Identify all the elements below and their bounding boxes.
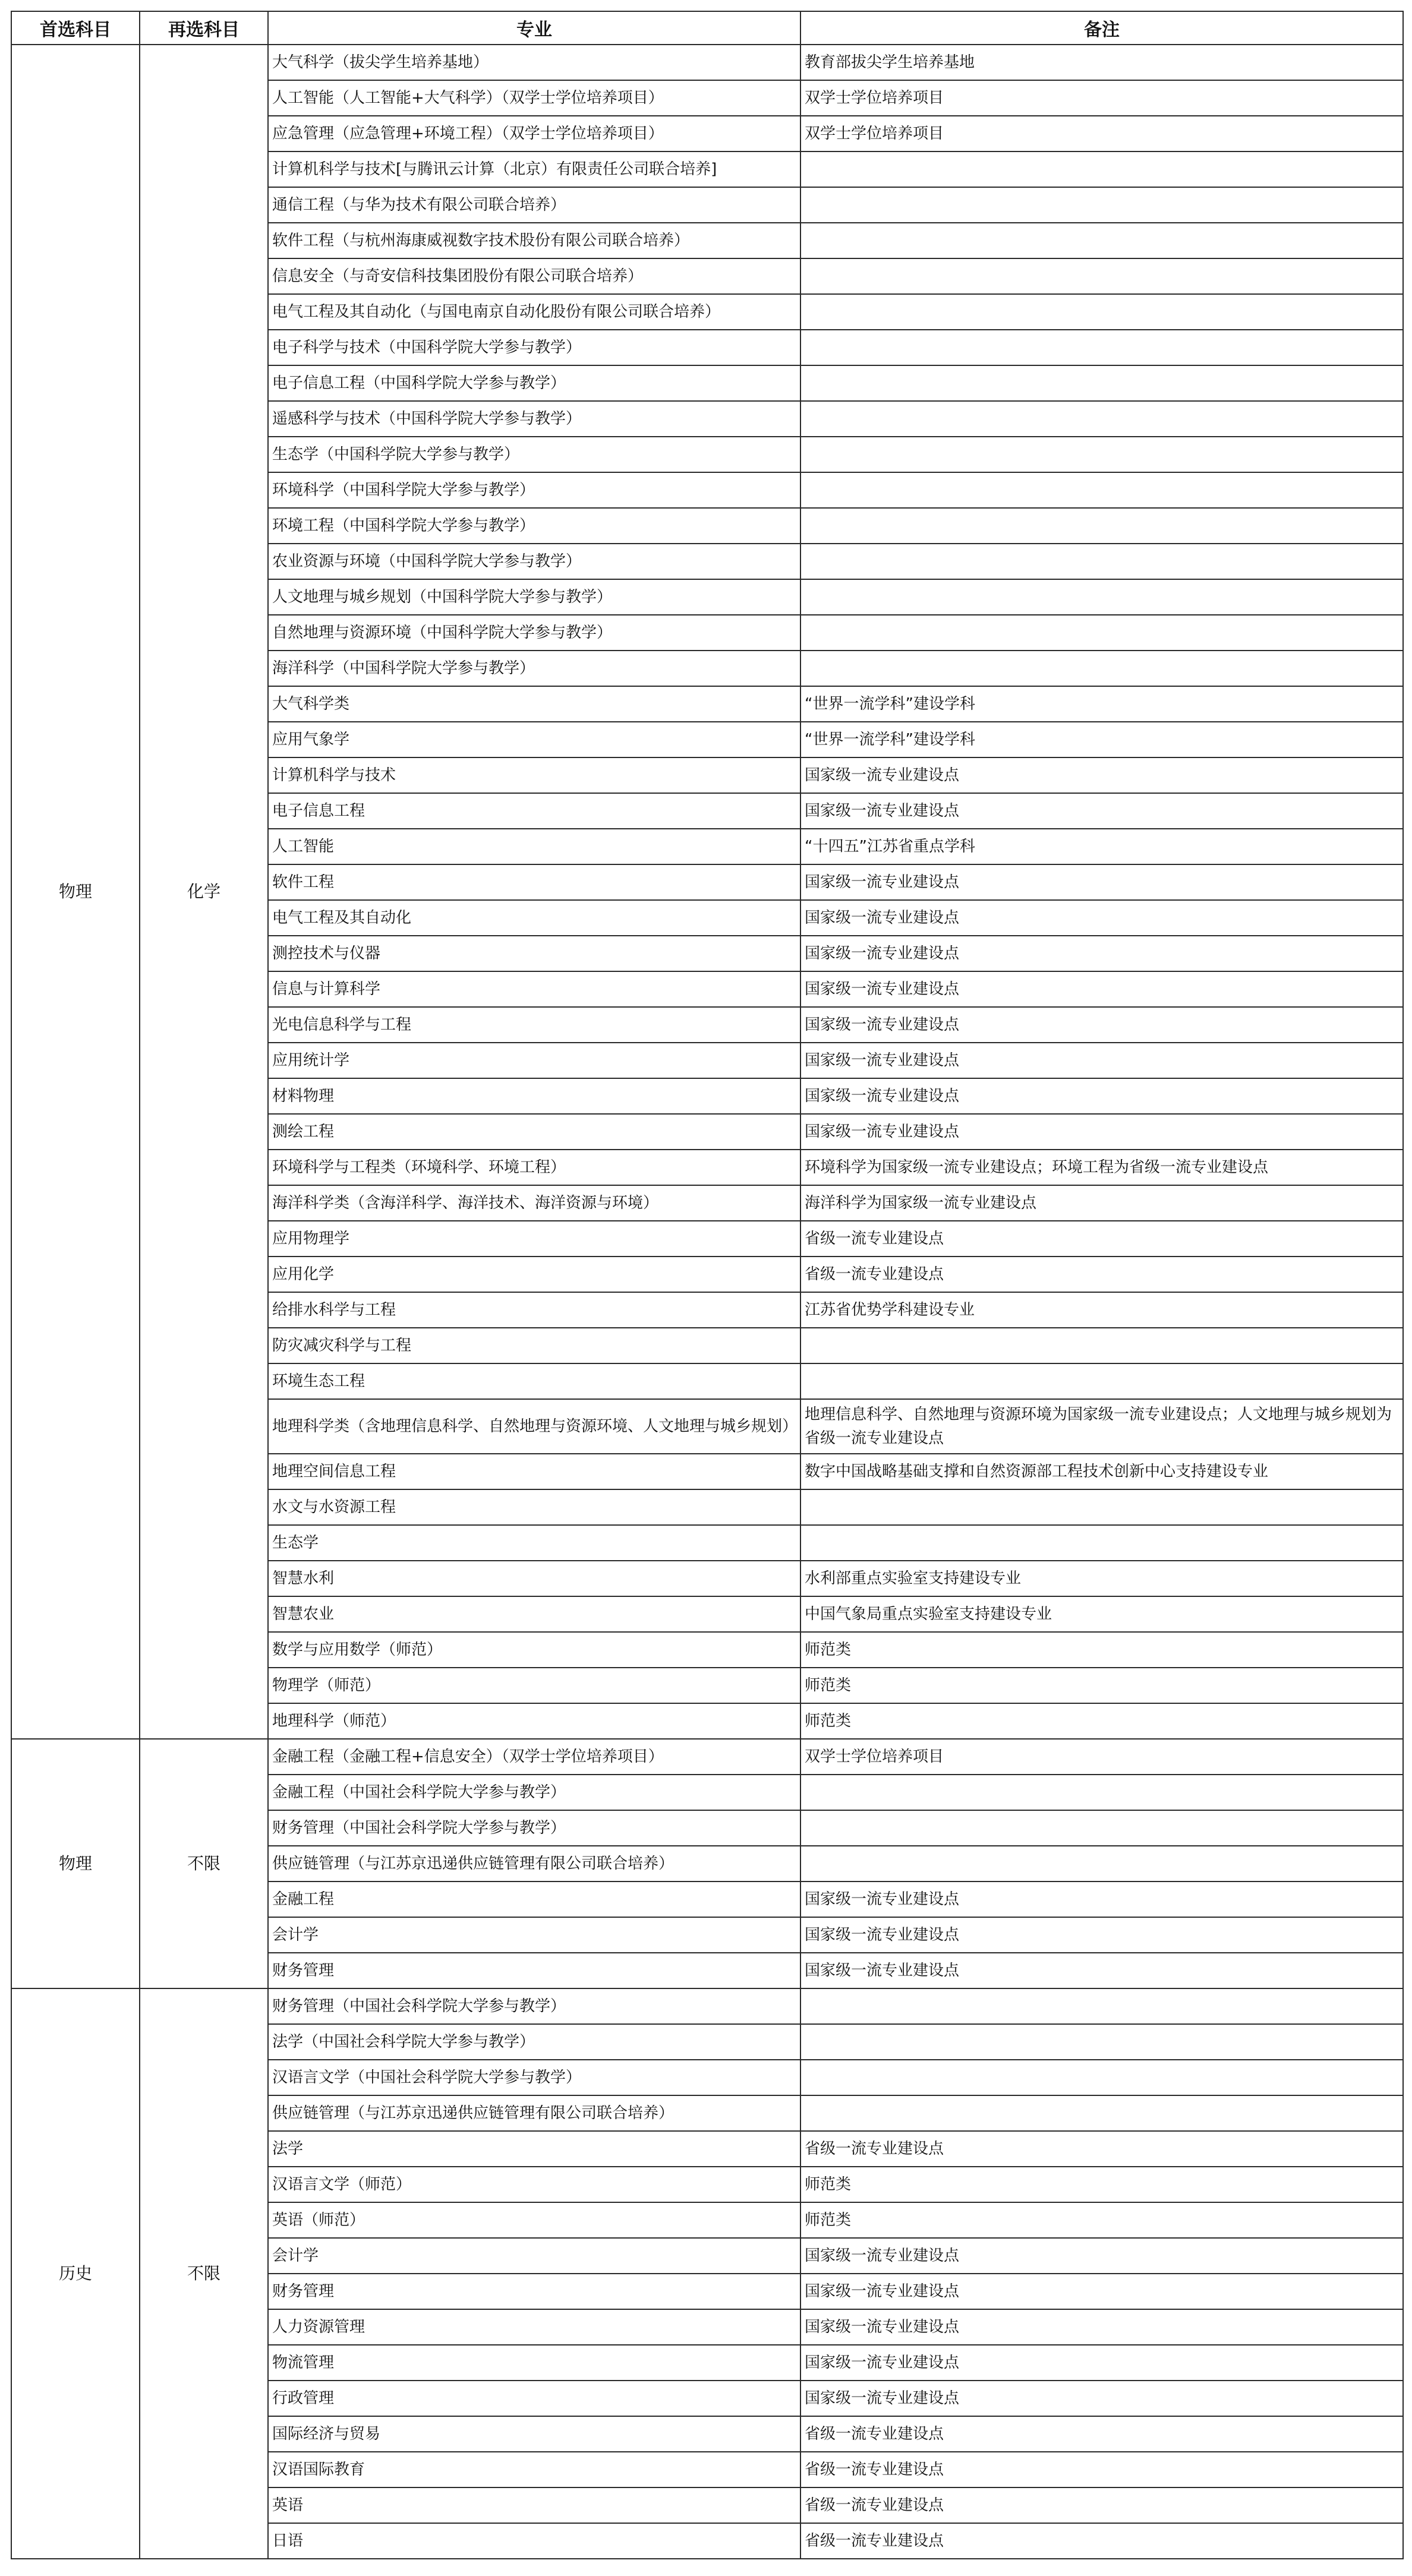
note-cell: 环境科学为国家级一流专业建设点；环境工程为省级一流专业建设点 [800, 1150, 1403, 1185]
major-cell: 水文与水资源工程 [268, 1489, 800, 1525]
major-cell: 智慧农业 [268, 1596, 800, 1632]
header-second-subject: 再选科目 [140, 11, 268, 45]
major-cell: 计算机科学与技术 [268, 757, 800, 793]
header-major: 专业 [268, 11, 800, 45]
note-cell: 双学士学位培养项目 [800, 80, 1403, 116]
note-cell [800, 258, 1403, 294]
note-cell [800, 437, 1403, 472]
note-cell: 国家级一流专业建设点 [800, 936, 1403, 971]
note-cell: “十四五”江苏省重点学科 [800, 829, 1403, 864]
major-cell: 电子信息工程 [268, 793, 800, 829]
major-cell: 物流管理 [268, 2345, 800, 2381]
table-body [11, 45, 1403, 2559]
major-cell: 财务管理 [268, 2274, 800, 2309]
major-cell: 大气科学（拔尖学生培养基地） [268, 45, 800, 80]
second-subject-cell: 化学 [140, 45, 268, 1739]
note-cell [800, 365, 1403, 401]
note-cell [800, 2095, 1403, 2131]
note-cell [800, 615, 1403, 651]
note-cell [800, 294, 1403, 330]
note-cell: 国家级一流专业建设点 [800, 971, 1403, 1007]
major-cell: 电气工程及其自动化（与国电南京自动化股份有限公司联合培养） [268, 294, 800, 330]
note-cell [800, 472, 1403, 508]
note-cell: 水利部重点实验室支持建设专业 [800, 1561, 1403, 1596]
major-cell: 环境工程（中国科学院大学参与教学） [268, 508, 800, 544]
note-cell [800, 544, 1403, 579]
note-cell: 国家级一流专业建设点 [800, 864, 1403, 900]
note-cell [800, 579, 1403, 615]
note-cell: 海洋科学为国家级一流专业建设点 [800, 1185, 1403, 1221]
note-cell: 双学士学位培养项目 [800, 1739, 1403, 1775]
note-cell: 师范类 [800, 1703, 1403, 1739]
major-cell: 环境科学（中国科学院大学参与教学） [268, 472, 800, 508]
note-cell: 省级一流专业建设点 [800, 2523, 1403, 2559]
major-cell: 大气科学类 [268, 686, 800, 722]
major-cell: 电气工程及其自动化 [268, 900, 800, 936]
note-cell: 国家级一流专业建设点 [800, 1953, 1403, 1988]
note-cell [800, 1846, 1403, 1882]
major-cell: 软件工程（与杭州海康威视数字技术股份有限公司联合培养） [268, 223, 800, 258]
note-cell: 国家级一流专业建设点 [800, 793, 1403, 829]
major-cell: 人文地理与城乡规划（中国科学院大学参与教学） [268, 579, 800, 615]
major-cell: 通信工程（与华为技术有限公司联合培养） [268, 187, 800, 223]
major-cell: 财务管理（中国社会科学院大学参与教学） [268, 1810, 800, 1846]
note-cell: 地理信息科学、自然地理与资源环境为国家级一流专业建设点；人文地理与城乡规划为省级一流专业建设点 [800, 1399, 1403, 1454]
table-row [11, 45, 1403, 80]
note-cell [800, 651, 1403, 686]
major-cell: 生态学（中国科学院大学参与教学） [268, 437, 800, 472]
major-cell: 汉语言文学（师范） [268, 2167, 800, 2202]
note-cell: 数字中国战略基础支撑和自然资源部工程技术创新中心支持建设专业 [800, 1454, 1403, 1489]
header-first-subject: 首选科目 [11, 11, 140, 45]
note-cell: 省级一流专业建设点 [800, 2131, 1403, 2167]
note-cell [800, 330, 1403, 365]
header-note: 备注 [800, 11, 1403, 45]
major-cell: 应用化学 [268, 1257, 800, 1292]
note-cell: 国家级一流专业建设点 [800, 757, 1403, 793]
major-cell: 自然地理与资源环境（中国科学院大学参与教学） [268, 615, 800, 651]
major-cell: 英语（师范） [268, 2202, 800, 2238]
major-cell: 测绘工程 [268, 1114, 800, 1150]
major-cell: 行政管理 [268, 2381, 800, 2416]
note-cell: 国家级一流专业建设点 [800, 2345, 1403, 2381]
major-cell: 财务管理 [268, 1953, 800, 1988]
major-cell: 遥感科学与技术（中国科学院大学参与教学） [268, 401, 800, 437]
major-cell: 防灾减灾科学与工程 [268, 1328, 800, 1363]
major-cell: 应用统计学 [268, 1043, 800, 1078]
note-cell: 师范类 [800, 1632, 1403, 1668]
header-row [11, 11, 1403, 45]
note-cell: 国家级一流专业建设点 [800, 2274, 1403, 2309]
major-cell: 海洋科学类（含海洋科学、海洋技术、海洋资源与环境） [268, 1185, 800, 1221]
major-cell: 海洋科学（中国科学院大学参与教学） [268, 651, 800, 686]
note-cell: 省级一流专业建设点 [800, 2487, 1403, 2523]
major-cell: 金融工程（中国社会科学院大学参与教学） [268, 1775, 800, 1810]
major-cell: 环境生态工程 [268, 1363, 800, 1399]
major-cell: 环境科学与工程类（环境科学、环境工程） [268, 1150, 800, 1185]
major-cell: 金融工程 [268, 1882, 800, 1917]
major-cell: 汉语国际教育 [268, 2452, 800, 2487]
note-cell: 国家级一流专业建设点 [800, 1007, 1403, 1043]
major-cell: 国际经济与贸易 [268, 2416, 800, 2452]
major-cell: 人工智能（人工智能+大气科学）（双学士学位培养项目） [268, 80, 800, 116]
major-cell: 人力资源管理 [268, 2309, 800, 2345]
note-cell [800, 1489, 1403, 1525]
major-cell: 给排水科学与工程 [268, 1292, 800, 1328]
note-cell: 双学士学位培养项目 [800, 116, 1403, 151]
major-cell: 地理科学（师范） [268, 1703, 800, 1739]
major-cell: 软件工程 [268, 864, 800, 900]
major-cell: 智慧水利 [268, 1561, 800, 1596]
major-cell: 汉语言文学（中国社会科学院大学参与教学） [268, 2060, 800, 2095]
note-cell: 国家级一流专业建设点 [800, 1882, 1403, 1917]
note-cell: “世界一流学科”建设学科 [800, 722, 1403, 757]
major-cell: 供应链管理（与江苏京迅递供应链管理有限公司联合培养） [268, 2095, 800, 2131]
major-cell: 物理学（师范） [268, 1668, 800, 1703]
note-cell [800, 508, 1403, 544]
major-cell: 财务管理（中国社会科学院大学参与教学） [268, 1988, 800, 2024]
major-cell: 光电信息科学与工程 [268, 1007, 800, 1043]
major-cell: 材料物理 [268, 1078, 800, 1114]
note-cell: 国家级一流专业建设点 [800, 1043, 1403, 1078]
note-cell: 国家级一流专业建设点 [800, 2238, 1403, 2274]
major-cell: 法学（中国社会科学院大学参与教学） [268, 2024, 800, 2060]
note-cell: 师范类 [800, 2202, 1403, 2238]
note-cell: 国家级一流专业建设点 [800, 1114, 1403, 1150]
note-cell: 师范类 [800, 2167, 1403, 2202]
major-cell: 数学与应用数学（师范） [268, 1632, 800, 1668]
note-cell: 国家级一流专业建设点 [800, 1917, 1403, 1953]
note-cell [800, 223, 1403, 258]
note-cell: 国家级一流专业建设点 [800, 900, 1403, 936]
note-cell [800, 2060, 1403, 2095]
note-cell [800, 151, 1403, 187]
note-cell: 师范类 [800, 1668, 1403, 1703]
major-cell: 计算机科学与技术[与腾讯云计算（北京）有限责任公司联合培养] [268, 151, 800, 187]
major-cell: 地理科学类（含地理信息科学、自然地理与资源环境、人文地理与城乡规划） [268, 1399, 800, 1454]
major-cell: 农业资源与环境（中国科学院大学参与教学） [268, 544, 800, 579]
note-cell: 省级一流专业建设点 [800, 1257, 1403, 1292]
major-cell: 应用气象学 [268, 722, 800, 757]
note-cell [800, 1775, 1403, 1810]
note-cell: 国家级一流专业建设点 [800, 2309, 1403, 2345]
major-cell: 会计学 [268, 2238, 800, 2274]
major-cell: 英语 [268, 2487, 800, 2523]
first-subject-cell: 历史 [11, 1988, 140, 2559]
note-cell: 省级一流专业建设点 [800, 2416, 1403, 2452]
note-cell [800, 2024, 1403, 2060]
major-cell: 电子科学与技术（中国科学院大学参与教学） [268, 330, 800, 365]
major-cell: 供应链管理（与江苏京迅递供应链管理有限公司联合培养） [268, 1846, 800, 1882]
note-cell: “世界一流学科”建设学科 [800, 686, 1403, 722]
major-cell: 生态学 [268, 1525, 800, 1561]
note-cell [800, 1988, 1403, 2024]
first-subject-cell: 物理 [11, 45, 140, 1739]
note-cell [800, 187, 1403, 223]
note-cell [800, 401, 1403, 437]
note-cell: 国家级一流专业建设点 [800, 2381, 1403, 2416]
major-cell: 应用物理学 [268, 1221, 800, 1257]
majors-table [11, 11, 1404, 2559]
major-cell: 金融工程（金融工程+信息安全）（双学士学位培养项目） [268, 1739, 800, 1775]
major-cell: 信息与计算科学 [268, 971, 800, 1007]
second-subject-cell: 不限 [140, 1988, 268, 2559]
note-cell: 国家级一流专业建设点 [800, 1078, 1403, 1114]
major-cell: 人工智能 [268, 829, 800, 864]
major-cell: 信息安全（与奇安信科技集团股份有限公司联合培养） [268, 258, 800, 294]
note-cell [800, 1525, 1403, 1561]
major-cell: 会计学 [268, 1917, 800, 1953]
major-cell: 日语 [268, 2523, 800, 2559]
note-cell: 江苏省优势学科建设专业 [800, 1292, 1403, 1328]
major-cell: 测控技术与仪器 [268, 936, 800, 971]
table-row [11, 1988, 1403, 2024]
major-cell: 地理空间信息工程 [268, 1454, 800, 1489]
note-cell [800, 1328, 1403, 1363]
note-cell [800, 1810, 1403, 1846]
major-cell: 电子信息工程（中国科学院大学参与教学） [268, 365, 800, 401]
table-row [11, 1739, 1403, 1775]
first-subject-cell: 物理 [11, 1739, 140, 1988]
note-cell: 省级一流专业建设点 [800, 2452, 1403, 2487]
note-cell: 省级一流专业建设点 [800, 1221, 1403, 1257]
table-header [11, 11, 1403, 45]
second-subject-cell: 不限 [140, 1739, 268, 1988]
major-cell: 应急管理（应急管理+环境工程）（双学士学位培养项目） [268, 116, 800, 151]
note-cell: 中国气象局重点实验室支持建设专业 [800, 1596, 1403, 1632]
note-cell: 教育部拔尖学生培养基地 [800, 45, 1403, 80]
note-cell [800, 1363, 1403, 1399]
major-cell: 法学 [268, 2131, 800, 2167]
